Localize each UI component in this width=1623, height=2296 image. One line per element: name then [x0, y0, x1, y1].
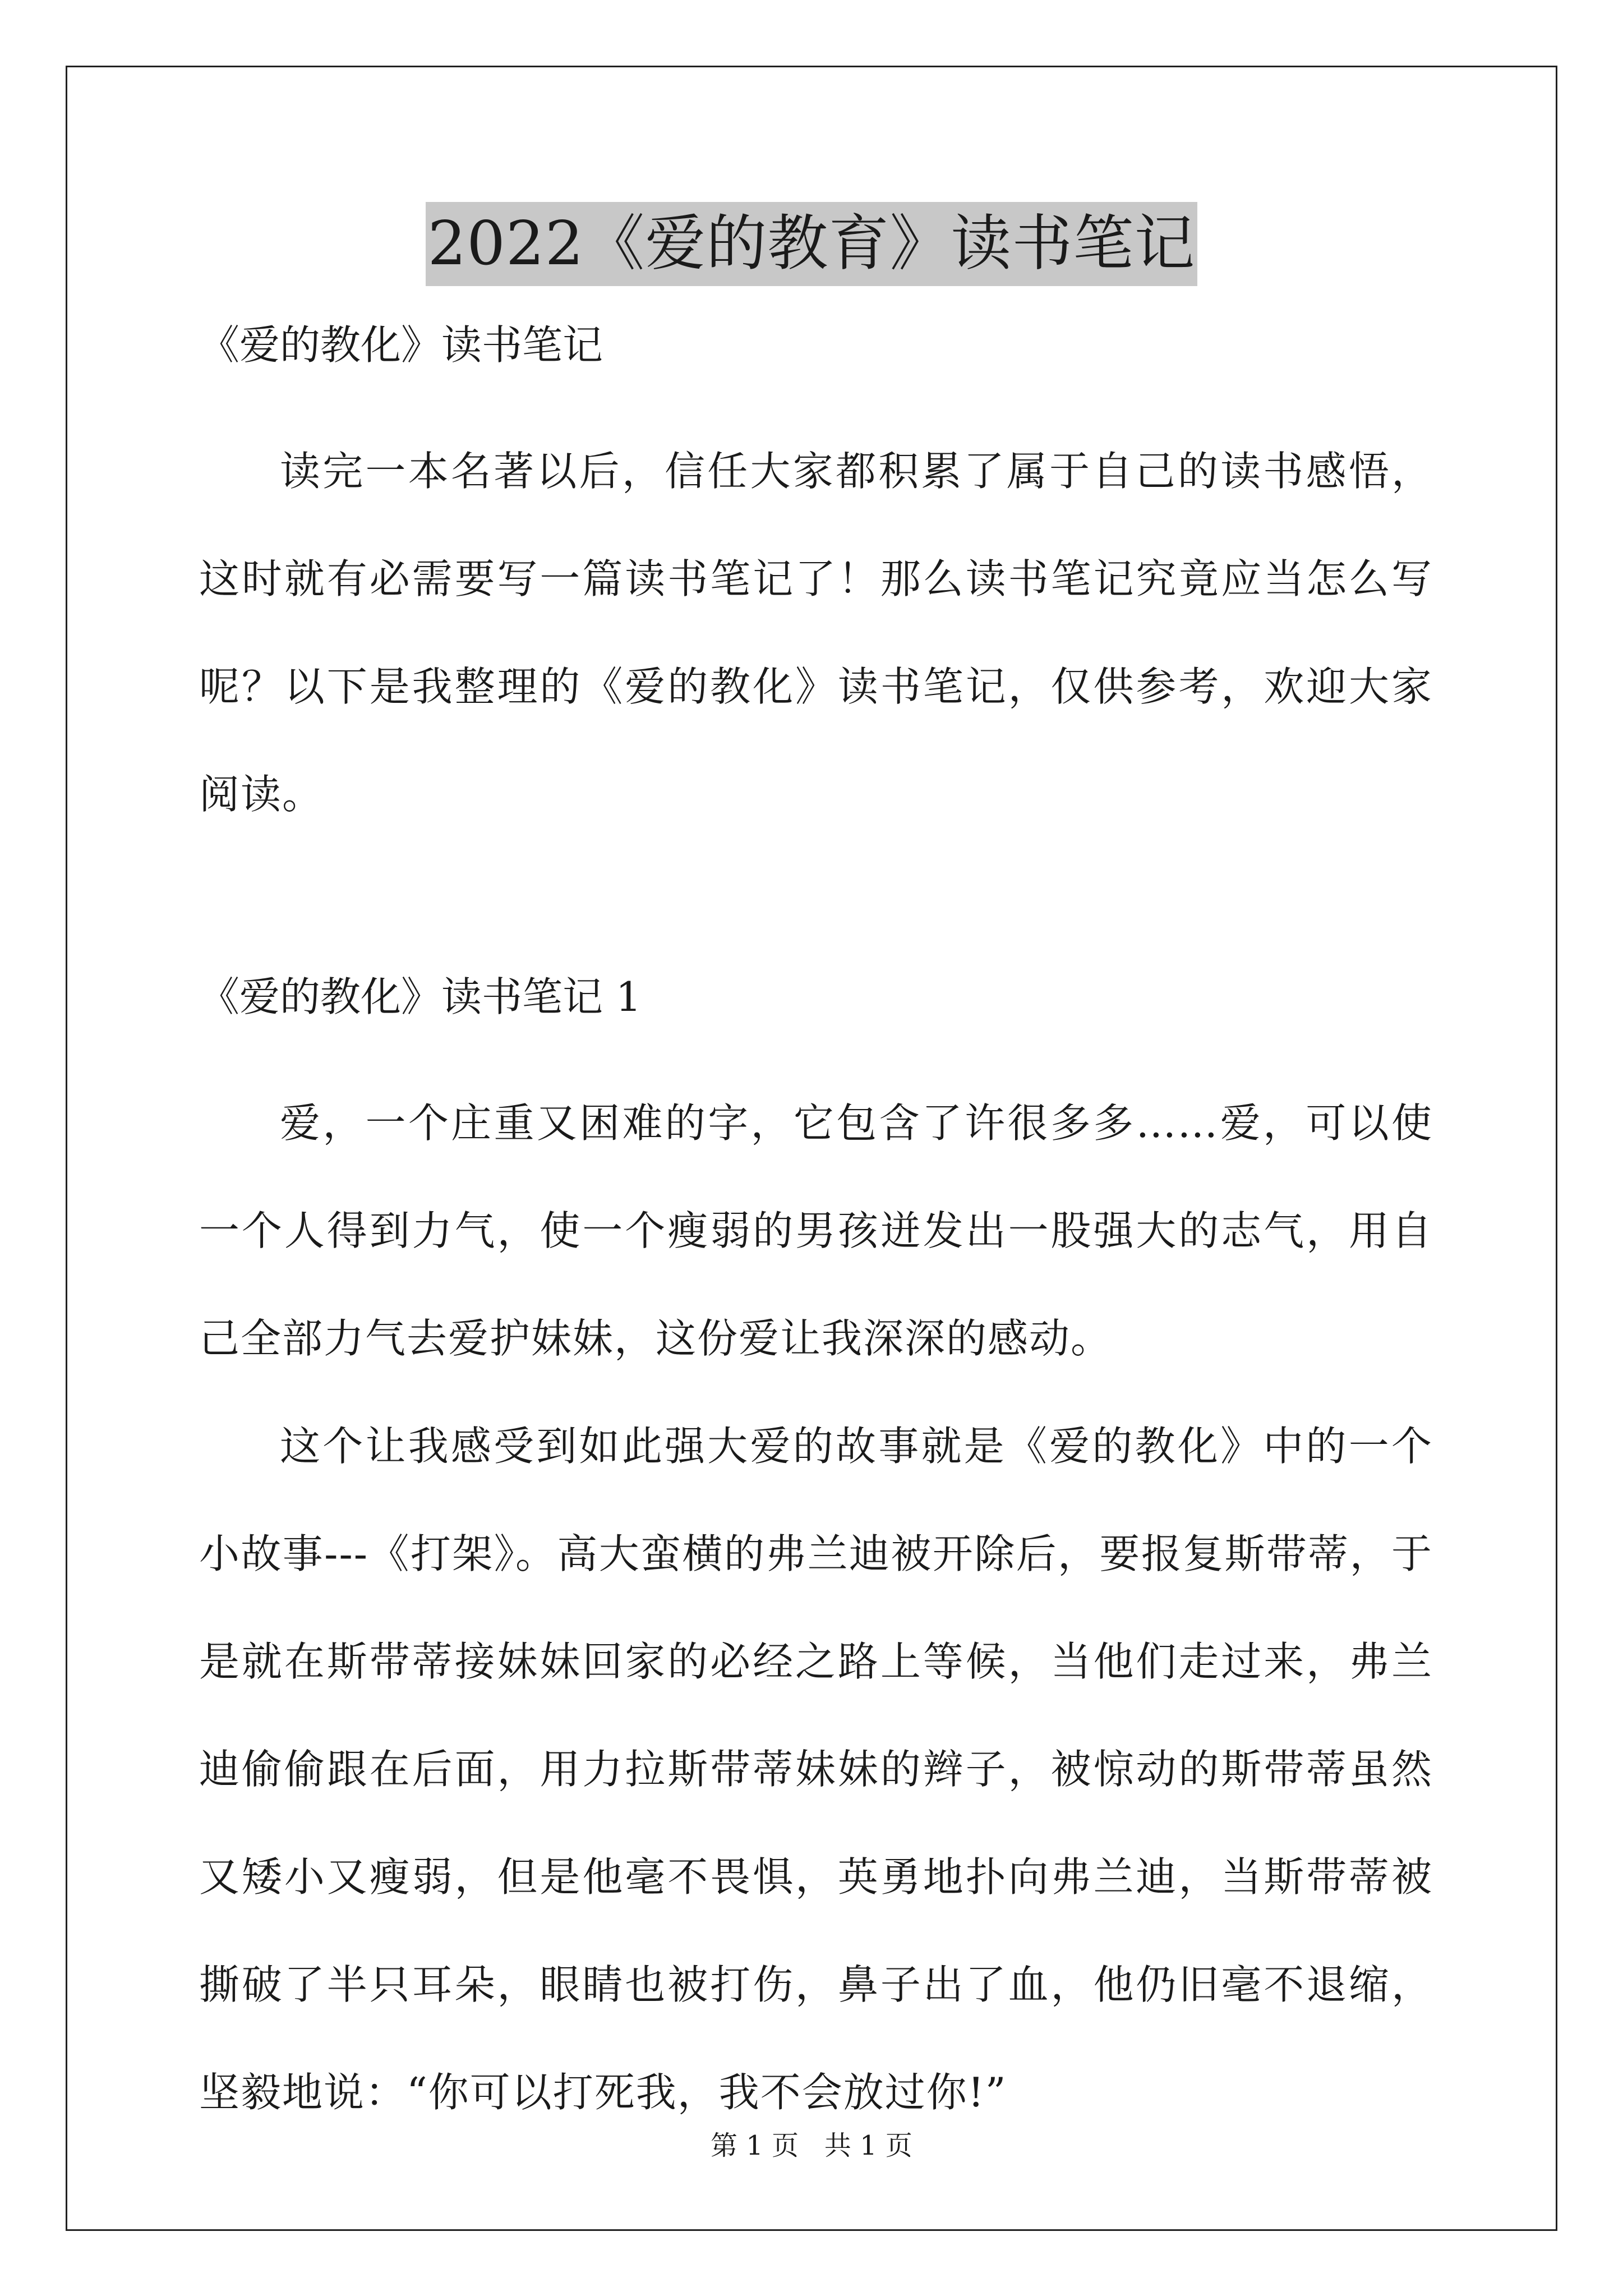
paragraph: 爱，一个庄重又困难的字，它包含了许很多多……爱，可以使一个人得到力气，使一个瘦弱的男孩迸发出一股强大的志气，用自己全部力气去爱护妹妹，这份爱让我深深的感动。: [199, 1099, 1433, 1362]
document-title: 2022《爱的教育》读书笔记: [426, 202, 1198, 286]
page-footer: 第 1 页 共 1 页: [711, 2130, 912, 2161]
section-heading: 《爱的教化》读书笔记 1: [199, 973, 642, 1020]
paragraph: 这个让我感受到如此强大爱的故事就是《爱的教化》中的一个小故事---《打架》。高大蛮横的弗兰迪被开除后，要报复斯带蒂，于是就在斯带蒂接妹妹回家的必经之路上等候，当他们走过来，弗兰迪偷偷跟在后面，用力拉斯带蒂妹妹的辫子，被惊动的斯带蒂虽然又矮小又瘦弱，但是他毫不畏惧，英勇地扑向弗兰迪，当斯带蒂被撕破了半只耳朵，眼睛也被打伤，鼻子出了血，他仍旧毫不退缩，坚毅地说：“你可以打死我，我不会放过你!”: [199, 1423, 1433, 2116]
title-container: [0, 202, 1623, 286]
section-heading: 《爱的教化》读书笔记: [199, 321, 603, 369]
document-body: [199, 314, 1433, 2146]
paragraph: 读完一本名著以后，信任大家都积累了属于自己的读书感悟，这时就有必需要写一篇读书笔记了！那么读书笔记究竟应当怎么写呢？以下是我整理的《爱的教化》读书笔记，仅供参考，欢迎大家阅读。: [199, 448, 1433, 818]
